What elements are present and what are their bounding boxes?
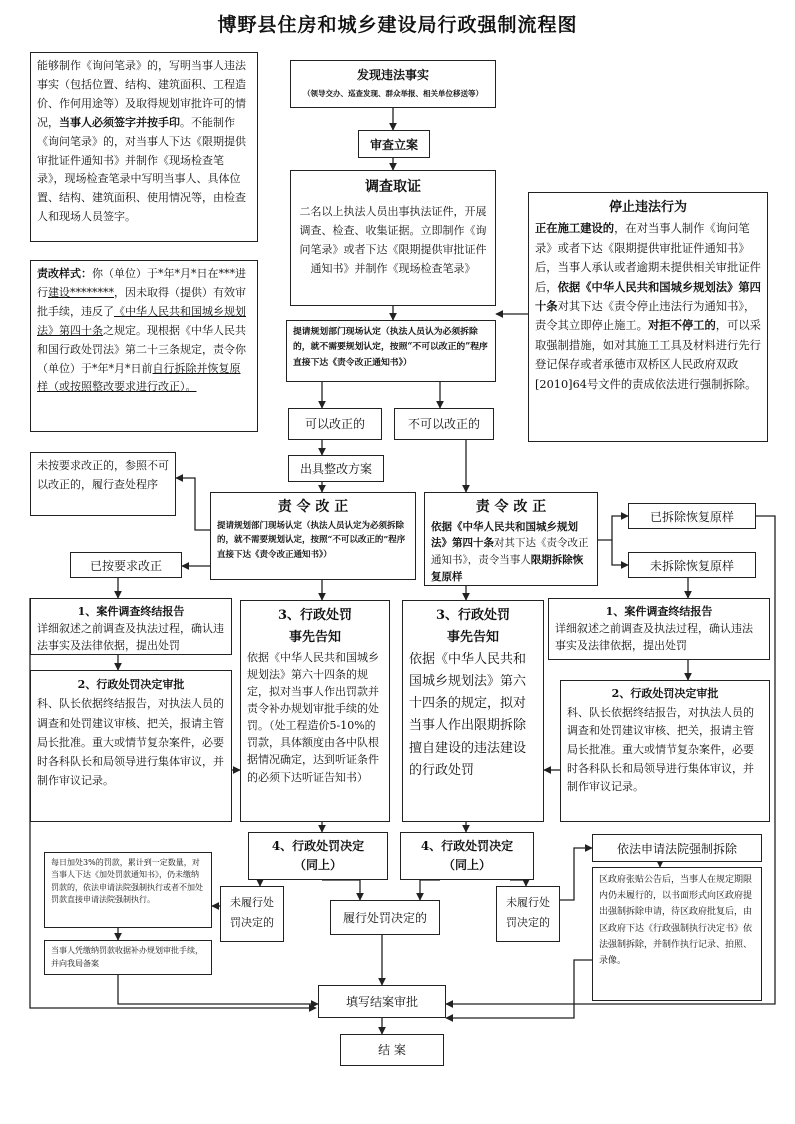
stop-title: 停止违法行为 xyxy=(608,200,687,215)
sample-text-3: ，因未取得（提供）有效审批手续，违反了 xyxy=(37,285,246,318)
not-perform-right-box: 未履行处罚决定的 xyxy=(496,886,560,942)
notice-right-title: 3、行政处罚 事先告知 xyxy=(435,608,511,646)
inquiry-note-text-1: 能够制作《询问笔录》的，写明当事人违法事实（包括位置、结构、建筑面积、工程造价、作何用途等）及取得规划审批许可的情况， xyxy=(37,59,246,129)
fine-note-box: 每日加处3%的罚款，累计到一定数量，对当事人下达《加处罚款通知书》，仍未缴纳罚款的，依法申请法院强制执行或者不加处罚款直接申请法院强制执行。 xyxy=(44,852,212,928)
notice-left-title: 3、行政处罚 事先告知 xyxy=(277,608,353,646)
inquiry-note-sign: 当事人必须签字并按手印 xyxy=(59,115,180,129)
investigate-box xyxy=(290,170,496,306)
penalty-right-box xyxy=(400,832,534,880)
not-as-required-box: 未按要求改正的，参照不可以改正的，履行查处程序 xyxy=(30,452,176,516)
order-right-text-1: 依据《中华人民共和国城乡规划法》第四十条 xyxy=(431,520,578,550)
penalty-left-sub: （同上） xyxy=(293,857,342,872)
inquiry-note-text-2: 。不能制作《询问笔录》的，对当事人下达《限期提供审批证件通知书》并制作《现场检查笔录》，现场检查笔录中写明当事人、具体位置、结构、建筑面积、使用情况等，由检查人和现场人员签字。 xyxy=(37,115,246,224)
notice-left-box xyxy=(240,600,390,822)
sample-text-5: 之规定。现根据《中华人民共和国行政处罚法》第二十三条规定，责令你（单位）于*年*月*日前 xyxy=(37,323,246,375)
court-demolition-box: 依法申请法院强制拆除 xyxy=(592,834,762,862)
not-perform-left-box: 未履行处罚决定的 xyxy=(220,886,284,942)
report-left-title: 1、案件调查终结报告 xyxy=(77,605,185,618)
stop-text-4: 对其下达《责令停止违法行为通知书》，责令其立即停止施工。 xyxy=(535,300,756,333)
page-title: 博野县住房和城乡建设局行政强制流程图 xyxy=(217,14,578,36)
perform-box: 履行处罚决定的 xyxy=(330,900,440,935)
inquiry-record-note xyxy=(30,52,258,242)
register-case-box: 审查立案 xyxy=(358,130,430,158)
stop-text-1: 正在施工建设的 xyxy=(535,221,615,236)
penalty-left-title: 4、行政处罚决定 xyxy=(271,839,365,853)
order-left-body: 提请规划部门现场认定（执法人员认定为必须拆除的，就不需要规划认定，按照“不可以改正的”程序直接下达《责令改正通知书》） xyxy=(217,520,406,560)
notice-right-body: 依据《中华人民共和国城乡规划法》第六十四条的规定，拟对当事人作出限期拆除擅自建设的违法建设的行政处罚 xyxy=(409,652,527,778)
decide-left-body: 科、队长依据终结报告，对执法人员的调查和处罚建议审核、把关，报请主管局长批准。重大或情节复杂案件，必要时各科队长和局领导进行集体审议，并制作审议记录。 xyxy=(37,697,224,788)
sample-text-4: 《中华人民共和国城乡规划法》第四十条 xyxy=(37,304,246,337)
penalty-left-box xyxy=(248,832,388,880)
discover-violation-box xyxy=(290,60,496,108)
decide-left-box xyxy=(30,670,232,822)
notice-right-box xyxy=(402,600,544,822)
penalty-right-sub: （同上） xyxy=(442,857,491,872)
discover-sub: （领导交办、巡查发现、群众举报、相关单位移送等） xyxy=(303,88,483,98)
penalty-right-title: 4、行政处罚决定 xyxy=(420,839,514,853)
planning-recognize-box: 提请规划部门现场认定（执法人员认为必须拆除的，就不需要规划认定，按照“不可以改正的”程序直接下达《责令改正通知书》） xyxy=(286,320,496,382)
report-left-body: 详细叙述之前调查及执法过程，确认违法事实及法律依据，提出处罚 xyxy=(37,622,224,653)
stop-text-3: 依据《中华人民共和国城乡规划法》第四十条 xyxy=(535,279,761,314)
order-right-text-2: 对其下达《责令改正通知书》，责令当事人 xyxy=(431,537,589,567)
paid-note-box: 当事人凭缴纳罚款收据补办规划审批手续，并向我局备案 xyxy=(44,940,212,975)
fix-plan-box: 出具整改方案 xyxy=(288,455,384,482)
discover-title: 发现违法事实 xyxy=(356,68,429,82)
investigate-title: 调查取证 xyxy=(365,179,421,195)
restored-box: 已拆除恢复原样 xyxy=(628,503,756,529)
done-as-required-box: 已按要求改正 xyxy=(70,552,182,578)
not-restored-box: 未拆除恢复原样 xyxy=(628,552,756,578)
order-right-text-3: 限期拆除恢复原样 xyxy=(431,554,584,584)
order-left-title: 责 令 改 正 xyxy=(277,499,349,515)
sample-text-6: 自行拆除并恢复原样（或按照整改要求进行改正）。 xyxy=(37,361,241,394)
order-correction-left-box xyxy=(210,492,416,580)
stop-text-2: ，在对当事人制作《询问笔录》或者下达《限期提供审批证件通知书》后，当事人承认或者逾期未提供相关审批证件后， xyxy=(535,222,761,294)
cannot-fix-box: 不可以改正的 xyxy=(394,408,494,440)
close-report-box: 填写结案审批 xyxy=(318,985,446,1018)
sample-label: 责改样式： xyxy=(37,267,92,280)
sample-text-1: 你（单位）于*年*月*日在***进行 xyxy=(37,267,246,299)
can-fix-box: 可以改正的 xyxy=(288,408,382,440)
report-right-box xyxy=(548,598,770,660)
stop-violation-box xyxy=(528,192,768,442)
decide-right-box xyxy=(560,680,770,822)
sample-text-2: 建设******** xyxy=(48,285,114,299)
decide-left-title: 2、行政处罚决定审批 xyxy=(77,678,185,691)
notice-left-body: 依据《中华人民共和国城乡规划法》第六十四条的规定，拟对当事人作出罚款并责令补办规划审批手续的处罚。（处工程造价5-10%的罚款，具体额度由各中队根据情况确定，达到听证条件的必须下达听证告知书） xyxy=(247,651,379,784)
decide-right-title: 2、行政处罚决定审批 xyxy=(611,687,719,700)
correction-sample-note xyxy=(30,260,258,432)
report-right-title: 1、案件调查终结报告 xyxy=(605,605,713,618)
report-right-body: 详细叙述之前调查及执法过程，确认违法事实及法律依据，提出处罚 xyxy=(555,622,753,653)
stop-text-6: ，可以采取强制措施，如对其施工工具及材料进行先行登记保存或者承德市双桥区人民政府双政[2010]64号文件的责成依法进行强制拆除。 xyxy=(535,319,761,391)
report-left-box xyxy=(30,598,232,655)
stop-text-5: 对拒不停工的 xyxy=(647,318,716,333)
case-closed-box: 结 案 xyxy=(340,1034,444,1066)
gov-note-box: 区政府张贴公告后，当事人在规定期限内仍未履行的，以书面形式向区政府提出强制拆除申请，待区政府批复后，由区政府下达《行政强制执行决定书》依法强制拆除，并制作执行记录、拍照、录像。 xyxy=(592,867,762,1001)
investigate-body: 二名以上执法人员出事执法证件，开展调查、检查、收集证据。立即制作《询问笔录》或者下达《限期提供审批证件通知书》并制作《现场检查笔录》 xyxy=(299,204,487,276)
order-correction-right-box xyxy=(424,492,598,586)
order-right-title: 责 令 改 正 xyxy=(475,499,547,515)
decide-right-body: 科、队长依据终结报告，对执法人员的调查和处罚建议审核、把关，报请主管局长批准。重大或情节复杂案件，必要时各科队长和局领导进行集体审议，并制作审议记录。 xyxy=(567,705,754,794)
